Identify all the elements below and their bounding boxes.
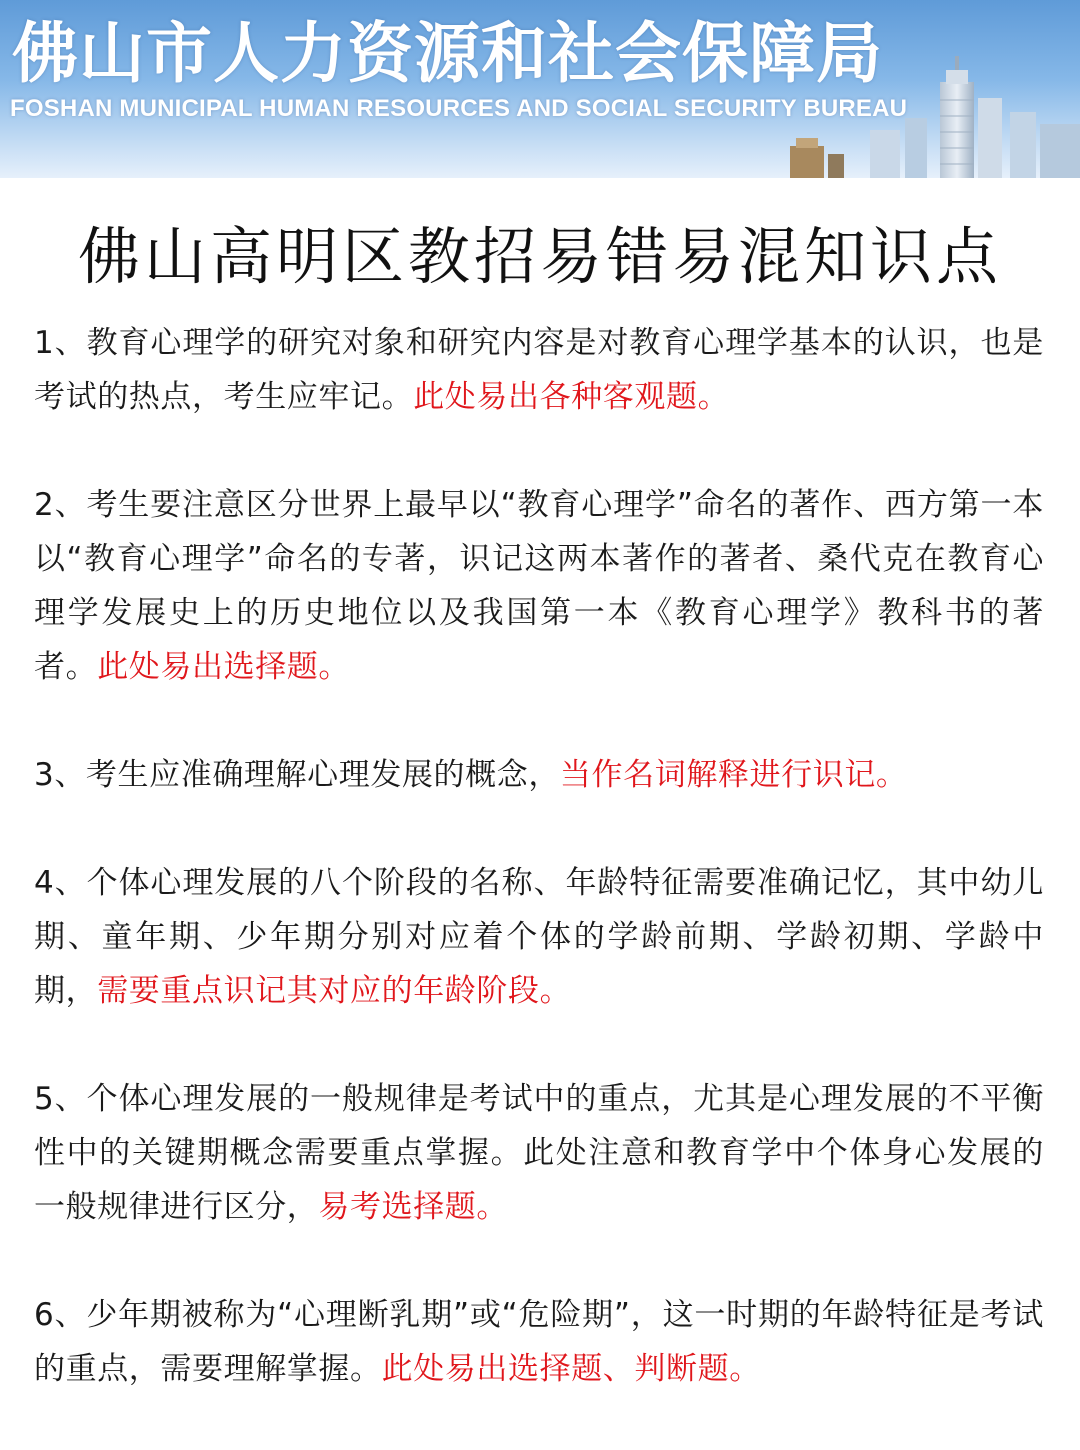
point-highlight: 此处易出选择题、判断题。 — [381, 1351, 761, 1387]
knowledge-point-3 — [34, 748, 1044, 802]
point-text: 2、考生要注意区分世界上最早以“教育心理学”命名的著作、西方第一本以“教育心理学”命名的专著，识记这两本著作的著者、桑代克在教育心理学发展史上的历史地位以及我国第一本《教育心理学》教科书的著者。 — [34, 487, 1044, 685]
point-highlight: 此处易出选择题。 — [97, 649, 351, 685]
point-highlight: 此处易出各种客观题。 — [413, 379, 730, 415]
bureau-name: 佛山市人力资源和社会保障局 — [12, 15, 883, 92]
header-banner — [0, 0, 1080, 178]
point-highlight: 需要重点识记其对应的年龄阶段。 — [97, 973, 572, 1009]
knowledge-point-2 — [34, 478, 1044, 694]
point-text: 3、考生应准确理解心理发展的概念， — [34, 757, 560, 793]
point-highlight: 当作名词解释进行识记。 — [559, 757, 908, 793]
knowledge-point-6 — [34, 1288, 1044, 1396]
knowledge-point-list — [34, 316, 1044, 1450]
point-highlight: 易考选择题。 — [318, 1189, 509, 1225]
point-text: 1、教育心理学的研究对象和研究内容是对教育心理学基本的认识，也是考试的热点，考生应牢记。 — [34, 325, 1044, 415]
knowledge-point-4 — [34, 856, 1044, 1018]
knowledge-point-5 — [34, 1072, 1044, 1234]
document-title: 佛山高明区教招易错易混知识点 — [77, 220, 1002, 293]
point-text: 5、个体心理发展的一般规律是考试中的重点，尤其是心理发展的不平衡性中的关键期概念需要重点掌握。此处注意和教育学中个体身心发展的一般规律进行区分， — [34, 1081, 1044, 1225]
point-text: 4、个体心理发展的八个阶段的名称、年龄特征需要准确记忆，其中幼儿期、童年期、少年期分别对应着个体的学龄前期、学龄初期、学龄中期， — [34, 865, 1044, 1009]
point-text: 6、少年期被称为“心理断乳期”或“危险期”，这一时期的年龄特征是考试的重点，需要理解掌握。 — [34, 1297, 1044, 1387]
knowledge-point-1 — [34, 316, 1044, 424]
bureau-name-english: FOSHAN MUNICIPAL HUMAN RESOURCES AND SOCIAL SECURITY BUREAU — [10, 95, 908, 122]
